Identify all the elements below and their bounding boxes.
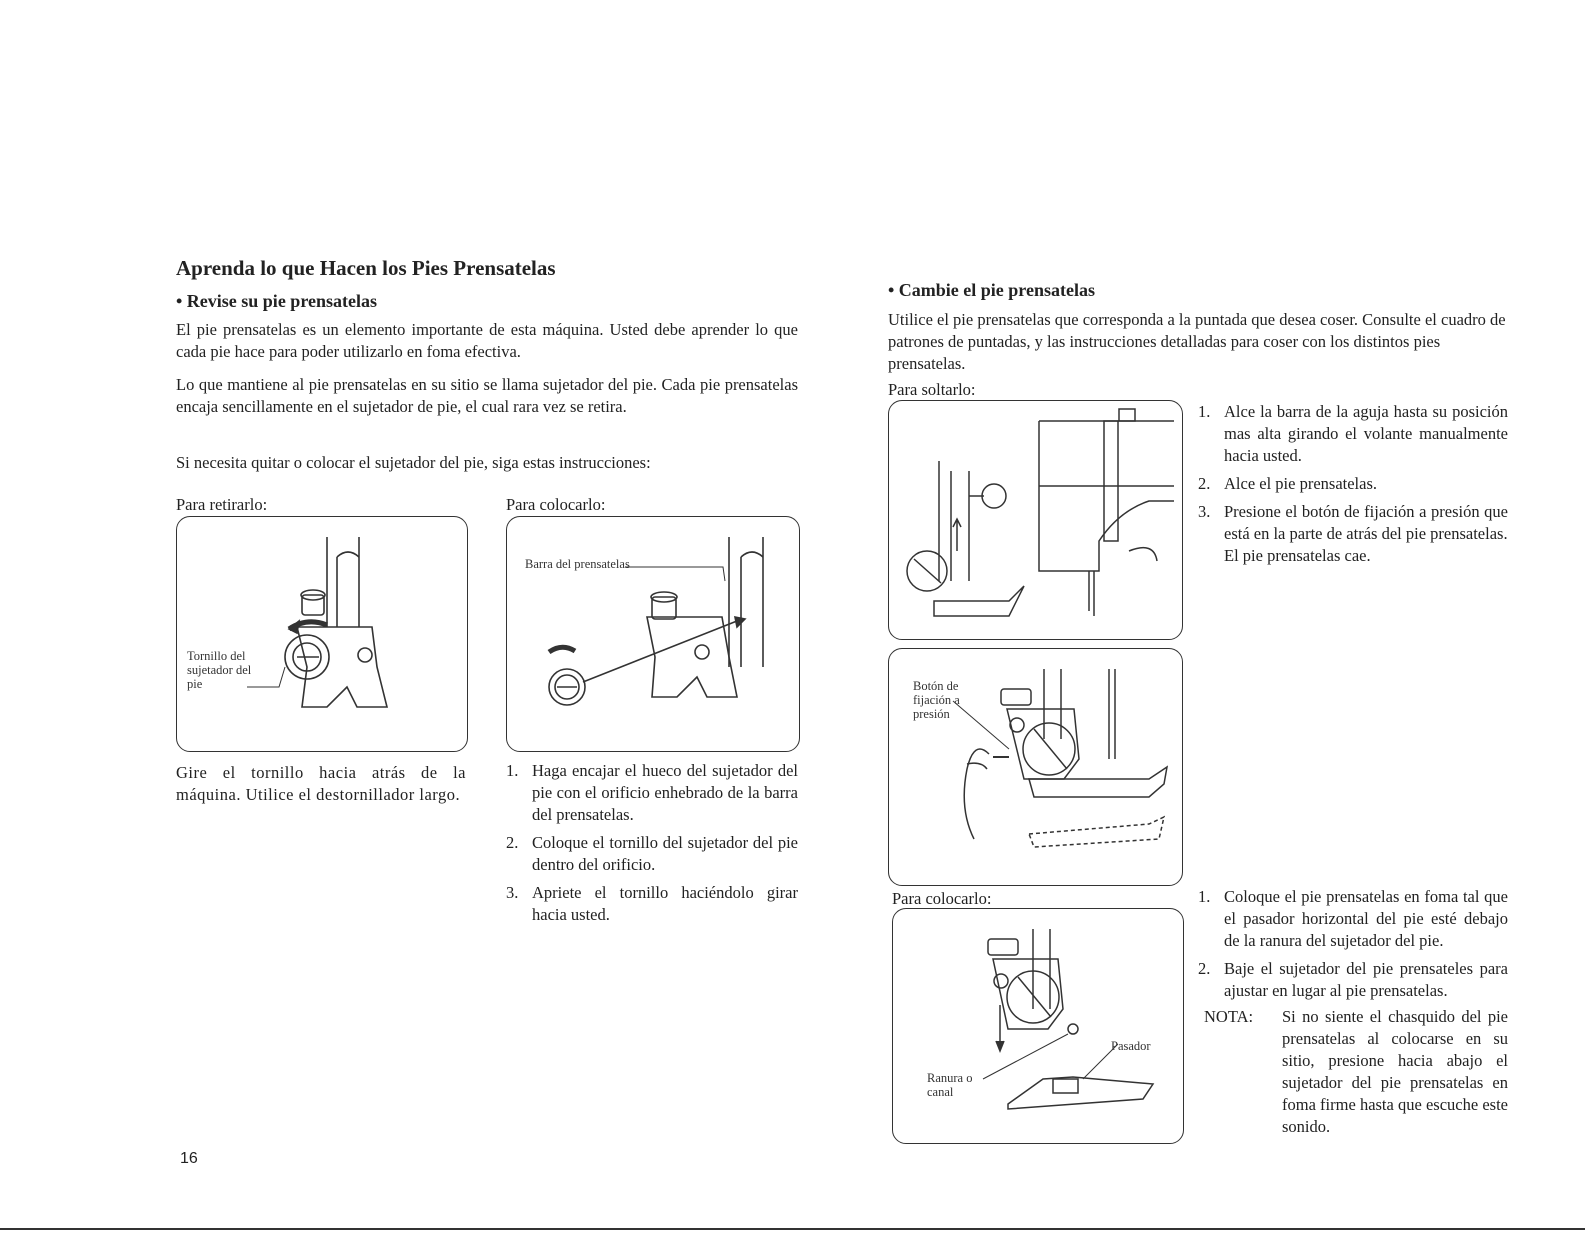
paragraph-intro: El pie prensatelas es un elemento importante de esta máquina. Usted debe aprender lo que cada pie hace para poder utilizarlo en foma efectiva. — [176, 320, 798, 361]
colocar-pie-step-2: 2. Baje el sujetador del pie prensateles para ajustar en lugar al pie prensatelas. — [1198, 959, 1508, 1000]
retirar-illustration — [177, 517, 467, 751]
page-number: 16 — [180, 1150, 198, 1167]
soltar-machine-illustration — [889, 401, 1182, 639]
nota-block — [1198, 1006, 1508, 1138]
subsection-title-cambie: • Cambie el pie prensatelas — [888, 280, 1095, 300]
colocar-pie-step-1: 1. Coloque el pie prensatelas en foma tal que el pasador horizontal del pie esté debajo de la ranura del sujetador del pie. — [1198, 887, 1508, 950]
label-tornillo-sujetador: Tornillo del sujetador del pie — [187, 649, 252, 691]
retirar-text: Gire el tornillo hacia atrás de la máquina. Utilice el destornillador largo. — [176, 763, 466, 804]
soltar-step-1: 1. Alce la barra de la aguja hasta su posición mas alta girando el volante manualmente hacia usted. — [1198, 402, 1508, 465]
label-pasador: Pasador — [1111, 1039, 1151, 1053]
figure-soltar-machine — [888, 400, 1183, 640]
colocar-step-2: 2. Coloque el tornillo del sujetador del pie dentro del orificio. — [506, 833, 798, 874]
colocar-steps-right — [1198, 886, 1508, 1138]
colocar-step-1: 1. Haga encajar el hueco del sujetador del pie con el orificio enhebrado de la barra del prensatelas. — [506, 761, 798, 824]
label-barra-prensatelas: Barra del prensatelas — [525, 557, 630, 571]
label-boton-fijacion: Botón de fijación a presión — [913, 679, 960, 721]
soltar-steps — [1198, 401, 1508, 567]
colocar-heading-right: Para colocarlo: — [892, 889, 992, 908]
soltar-step-2: 2. Alce el pie prensatelas. — [1198, 474, 1378, 493]
nota-text: Si no siente el chasquido del pie prensatelas al colocarse en su sitio, presione hacia abajo el sujetador del pie prensatelas en foma firme hasta que escuche este sonido. — [1282, 1007, 1508, 1136]
paragraph-sujetador: Lo que mantiene al pie prensatelas en su sitio se llama sujetador del pie. Cada pie prensatelas encaja sencillamente en el sujetador de pie, el cual rara vez se retira. — [176, 375, 798, 416]
figure-colocar-pie — [892, 908, 1184, 1144]
colocar-sujetador-illustration — [507, 517, 799, 751]
colocar-steps-left — [506, 760, 798, 932]
paragraph-cambie: Utilice el pie prensatelas que corresponda a la puntada que desea coser. Consulte el cuadro de patrones de puntadas, y las instrucciones detalladas para coser con los distintos pies prensatelas. — [888, 310, 1506, 373]
colocar-step-3: 3. Apriete el tornillo haciéndolo girar hacia usted. — [506, 883, 798, 924]
colocar-heading-left: Para colocarlo: — [506, 495, 606, 514]
subsection-title-revise: • Revise su pie prensatelas — [176, 291, 377, 311]
paragraph-instructions: Si necesita quitar o colocar el sujetador del pie, siga estas instrucciones: — [176, 453, 651, 472]
section-title: Aprenda lo que Hacen los Pies Prensatelas — [176, 256, 556, 280]
colocar-pie-illustration — [893, 909, 1183, 1143]
nota-label: NOTA: — [1204, 1007, 1254, 1026]
figure-colocar-sujetador — [506, 516, 800, 752]
soltar-note: El pie prensatelas cae. — [1224, 546, 1371, 565]
label-ranura-canal: Ranura o canal — [927, 1071, 973, 1099]
retirar-heading: Para retirarlo: — [176, 495, 268, 514]
soltar-step-3: 3. Presione el botón de fijación a presión que está en la parte de atrás del pie prensatelas. — [1198, 502, 1508, 543]
bottom-rule — [0, 1228, 1585, 1230]
figure-retirar — [176, 516, 468, 752]
figure-boton-fijacion — [888, 648, 1183, 886]
soltar-heading: Para soltarlo: — [888, 380, 976, 399]
